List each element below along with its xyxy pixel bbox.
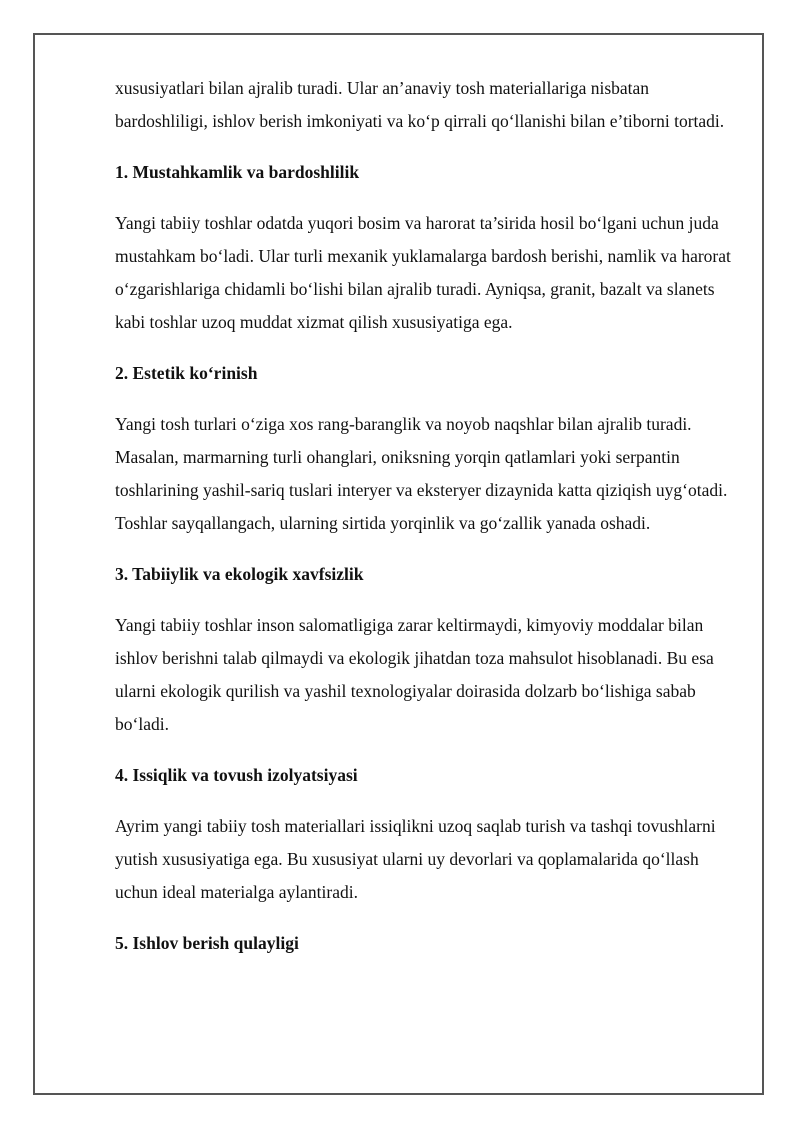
section-body-2: Yangi tosh turlari o‘ziga xos rang-baranglik va noyob naqshlar bilan ajralib turadi. Masalan, marmarning turli ohanglari, oniksning yorqin qatlamlari yoki serpantin toshlarining yashil-sariq tuslari interyer va eksteryer dizaynida katta qiziqish uyg‘otadi. Toshlar sayqallangach, ularning sirtida yorqinlik va go‘zallik yanada oshadi. bbox=[115, 414, 728, 533]
section-body-1: Yangi tabiiy toshlar odatda yuqori bosim va harorat ta’sirida hosil bo‘lgani uchun juda mustahkam bo‘ladi. Ular turli mexanik yuklamalarga bardosh berishi, namlik va harorat o‘zgarishlariga chidamli bo‘lishi bilan ajralib turadi. Ayniqsa, granit, bazalt va slanets kabi toshlar uzoq muddat xizmat qilish xususiyatiga ega. bbox=[115, 213, 731, 332]
section-heading-1: 1. Mustahkamlik va bardoshlilik bbox=[115, 162, 360, 182]
section-heading-3: 3. Tabiiylik va ekologik xavfsizlik bbox=[115, 564, 364, 584]
section-heading-5: 5. Ishlov berish qulayligi bbox=[115, 933, 299, 953]
document-body bbox=[115, 72, 745, 978]
intro-paragraph: xususiyatlari bilan ajralib turadi. Ular an’anaviy tosh materiallariga nisbatan bardoshliligi, ishlov berish imkoniyati va ko‘p qirrali qo‘llanishi bilan e’tiborni tortadi. bbox=[115, 78, 725, 131]
section-heading-2: 2. Estetik ko‘rinish bbox=[115, 363, 258, 383]
section-body-3: Yangi tabiiy toshlar inson salomatligiga zarar keltirmaydi, kimyoviy moddalar bilan ishlov berishni talab qilmaydi va ekologik jihatdan toza mahsulot hisoblanadi. Bu esa ularni ekologik qurilish va yashil texnologiyalar doirasida dolzarb bo‘lishiga sabab bo‘ladi. bbox=[115, 615, 714, 734]
section-body-4: Ayrim yangi tabiiy tosh materiallari issiqlikni uzoq saqlab turish va tashqi tovushlarni yutish xususiyatiga ega. Bu xususiyat ularni uy devorlari va qoplamalarida qo‘llash uchun ideal materialga aylantiradi. bbox=[115, 816, 716, 902]
section-heading-4: 4. Issiqlik va tovush izolyatsiyasi bbox=[115, 765, 358, 785]
